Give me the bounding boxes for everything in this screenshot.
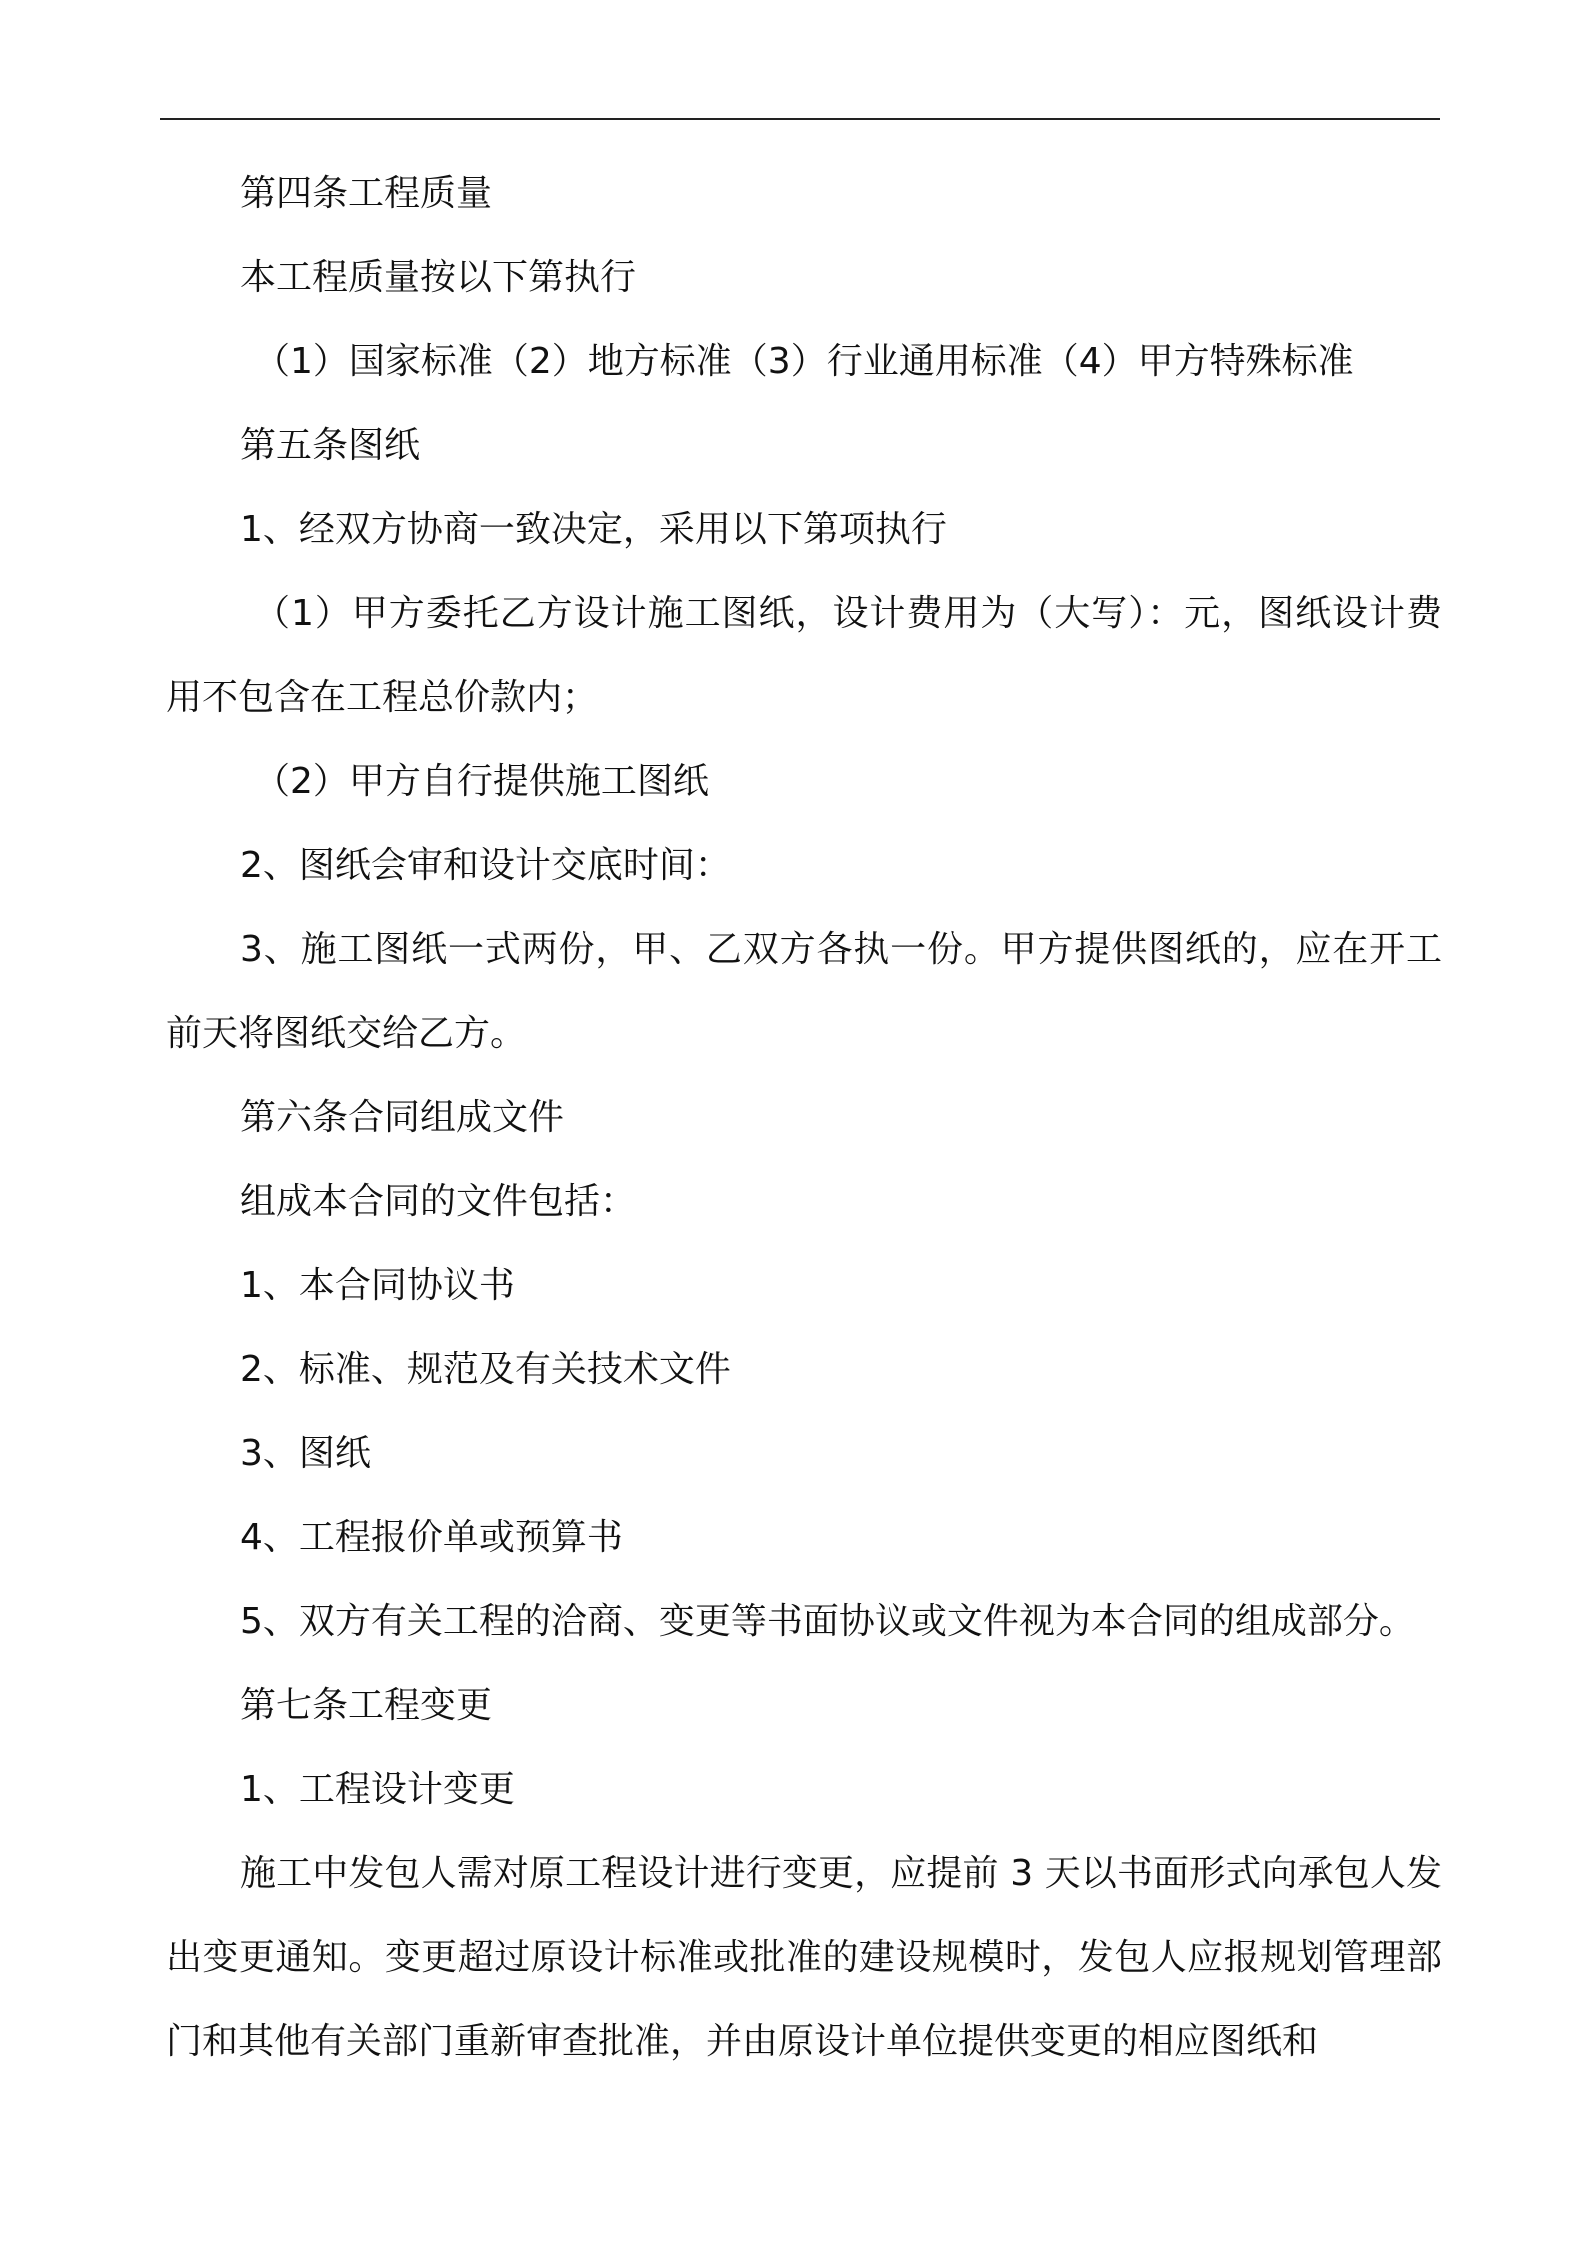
paragraph: 组成本合同的文件包括： (240, 1181, 637, 1222)
list-item: 3、图纸 (240, 1433, 371, 1474)
paragraph: 本工程质量按以下第执行 (240, 257, 637, 298)
paragraph: 1、经双方协商一致决定，采用以下第项执行 (240, 509, 947, 550)
paragraph: 施工中发包人需对原工程设计进行变更，应提前 3 天以书面形式向承包人发出变更通知。变更超过原设计标准或批准的建设规模时，发包人应报规划管理部门和其他有关部门重新审查批准，并由原设计单位提供变更的相应图纸和 (166, 1853, 1442, 2062)
quality-options: （1）国家标准（2）地方标准（3）行业通用标准（4）甲方特殊标准 (254, 341, 1354, 382)
document-body (166, 152, 1442, 2084)
paragraph: 2、图纸会审和设计交底时间： (240, 845, 731, 886)
paragraph: 1、工程设计变更 (240, 1769, 515, 1810)
list-item: 1、本合同协议书 (240, 1265, 515, 1306)
article-5-heading: 第五条图纸 (240, 425, 421, 466)
article-4-heading: 第四条工程质量 (240, 173, 493, 214)
paragraph: 3、施工图纸一式两份，甲、乙双方各执一份。甲方提供图纸的，应在开工前天将图纸交给乙方。 (166, 929, 1442, 1054)
list-item: 2、标准、规范及有关技术文件 (240, 1349, 731, 1390)
paragraph: （2）甲方自行提供施工图纸 (254, 761, 709, 802)
paragraph: （1）甲方委托乙方设计施工图纸，设计费用为（大写）：元，图纸设计费用不包含在工程总价款内； (166, 593, 1442, 718)
list-item: 5、双方有关工程的洽商、变更等书面协议或文件视为本合同的组成部分。 (240, 1601, 1415, 1642)
header-rule (160, 118, 1440, 120)
article-7-heading: 第七条工程变更 (240, 1685, 493, 1726)
list-item: 4、工程报价单或预算书 (240, 1517, 623, 1558)
article-6-heading: 第六条合同组成文件 (240, 1097, 565, 1138)
